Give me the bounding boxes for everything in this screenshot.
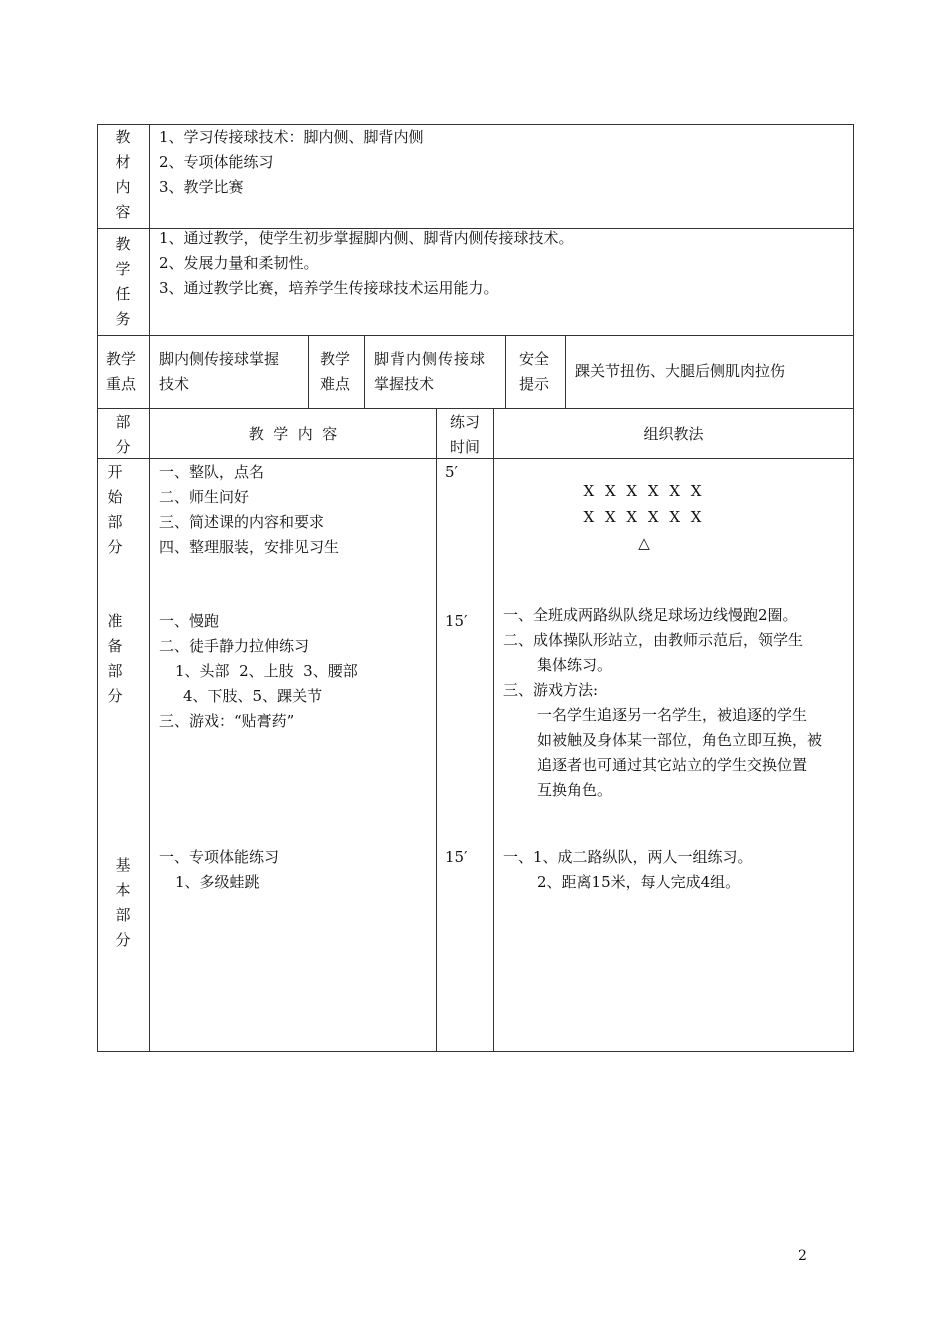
basic-label: 基 本 部 分 [115,856,131,949]
start-content [159,460,339,560]
start-time: 5′ [445,463,458,481]
tasks-label: 教 学 任 务 [115,235,131,328]
method-line: 追逐者也可通过其它站立的学生交换位置 [537,756,808,774]
list-item: 二、师生问好 [159,488,250,506]
formation-row: X X X X X X [583,482,705,500]
prep-method [503,603,822,803]
list-item: 一、专项体能练习 [159,848,280,866]
focus-text: 脚内侧传接球掌握 技术 [159,350,280,393]
list-item: 一、整队，点名 [159,463,265,481]
material-label: 教 材 内 容 [115,128,131,221]
basic-method [503,845,753,895]
safety-label: 安全 提示 [519,350,550,393]
header-time: 练习 时间 [449,413,480,456]
method-line: 如被触及身体某一部位，角色立即互换，被 [537,731,823,749]
table-border [97,1051,854,1052]
list-item: 二、徒手静力拉伸练习 [159,637,310,655]
focus-label: 教学 重点 [106,350,137,393]
method-line: 2、距离15米，每人完成4组。 [537,873,741,891]
table-border [97,335,854,336]
method-line: 一、全班成两路纵队绕足球场边线慢跑2圈。 [503,606,798,624]
material-content [159,125,424,200]
basic-time: 15′ [445,848,468,866]
header-content: 教 学 内 容 [248,425,338,443]
teacher-triangle-icon: △ [638,534,650,552]
formation-diagram [494,478,794,556]
task-item: 2、发展力量和柔韧性。 [159,254,319,272]
list-item: 四、整理服装，安排见习生 [159,538,340,556]
method-line: 集体练习。 [537,656,613,674]
safety-text: 踝关节扭伤、大腿后侧肌肉拉伤 [575,362,786,380]
list-item: 三、简述课的内容和要求 [159,513,325,531]
material-item: 1、学习传接球技术：脚内侧、脚背内侧 [159,128,424,146]
method-line: 二、成体操队形站立，由教师示范后，领学生 [503,631,804,649]
method-line: 三、游戏方法: [503,681,599,699]
prep-content [159,609,358,734]
list-item: 1、头部 2、上肢 3、腰部 [175,662,358,680]
basic-content [159,845,279,895]
header-method: 组织教法 [643,425,704,443]
header-part: 部 分 [115,413,131,456]
table-border [565,335,566,408]
table-border [436,408,437,1052]
difficulty-label: 教学 难点 [320,350,351,393]
list-item: 三、游戏：“贴膏药” [159,712,295,730]
list-item: 一、慢跑 [159,612,220,630]
table-border [853,124,854,1052]
material-item: 2、专项体能练习 [159,153,274,171]
table-border [505,335,506,408]
start-label: 开 始 部 分 [107,463,123,556]
method-line: 一、1、成二路纵队，两人一组练习。 [503,848,753,866]
prep-label: 准 备 部 分 [107,612,123,705]
method-line: 互换角色。 [537,781,613,799]
table-border [364,335,365,408]
prep-time: 15′ [445,612,468,630]
table-border [308,335,309,408]
page-number: 2 [798,1248,807,1264]
material-item: 3、教学比赛 [159,178,244,196]
table-border [97,408,854,409]
task-item: 3、通过教学比赛，培养学生传接球技术运用能力。 [159,279,499,297]
tasks-content [159,226,574,301]
table-border [149,124,150,1052]
formation-row: X X X X X X [583,508,705,526]
list-item: 1、多级蛙跳 [175,873,260,891]
method-line: 一名学生追逐另一名学生，被追逐的学生 [537,706,808,724]
task-item: 1、通过教学，使学生初步掌握脚内侧、脚背内侧传接球技术。 [159,229,574,247]
difficulty-text: 脚背内侧传接球 掌握技术 [374,350,487,393]
list-item: 4、下肢、5、踝关节 [183,687,323,705]
